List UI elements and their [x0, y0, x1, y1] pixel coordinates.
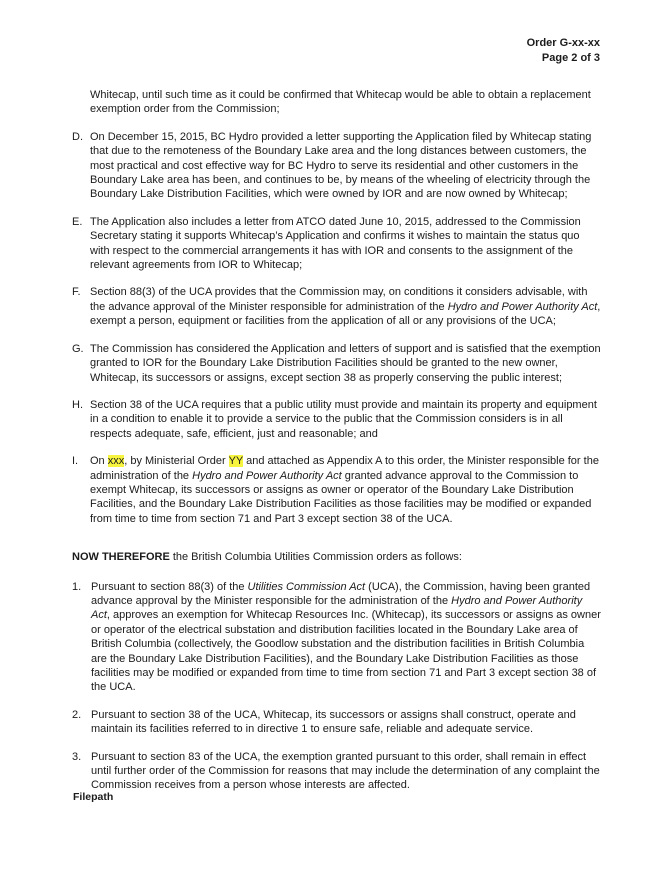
recital-text [90, 398, 601, 441]
recital-label: F. [72, 286, 81, 299]
recital-item-d [72, 130, 601, 202]
text-segment: On December 15, 2015, BC Hydro provided a letter supporting the Application filed by Whitecap stating that due to the remoteness of the Boundary Lake area and the long distances between customers, the most practical and cost effective way for BC Hydro to serve its residential and other customers in the Boundary Lake area has been, and continues to be, by means of the wheeling of electricity through the Boundary Lake Distribution Facilities, which were owned by IOR and are now owned by Whitecap; [90, 130, 592, 201]
order-number: Order G-xx-xx [526, 37, 600, 49]
recital-text [90, 285, 601, 328]
text-segment: Hydro and Power Authority Act [91, 594, 583, 622]
recital-item-e [72, 215, 601, 273]
text-segment: The Application also includes a letter from ATCO dated June 10, 2015, addressed to the Commission Secretary stating it supports Whitecap’s Application and confirms it wishes to maintain the status quo with respect to the commercial arrangements it has with IOR and consents to the assignment of the relevant agreements from IOR to Whitecap; [90, 215, 581, 272]
recital-item-h [72, 398, 601, 441]
text-segment: granted advance approval to the Commission to exempt Whitecap, its successors or assigns as owner or operator of the Boundary Lake Distribution Facilities, and the Boundary Lake Distribution Facilities as those facilities may be modified or expanded from time to time from section 71 and Part 3 except section 38 of the UCA. [90, 469, 592, 525]
filepath-label: Filepath [73, 791, 114, 803]
directive-text [91, 708, 601, 737]
text-segment: NOW THEREFORE [72, 551, 170, 564]
text-segment: YY [228, 455, 244, 468]
recital-text [90, 342, 601, 385]
recital-text [90, 215, 601, 273]
recital-text [90, 130, 601, 202]
recital-label: E. [72, 215, 83, 228]
directive-number: 3. [72, 750, 82, 763]
recital-label: G. [72, 342, 84, 355]
text-segment: , approves an exemption for Whitecap Resources Inc. (Whitecap), its successors or assigns as owner or operator of the electrical substation and distribution facilities located in the Boundary Lake area of British Columbia (collectively, the Goodlow substation and the distribution facilities in British Columbia are the Boundary Lake Distribution Facilities), and the Boundary Lake Distribution Facilities as those facilities may be modified or expanded from time to time from section 71 and Part 3 except section 38 of the UCA. [91, 609, 601, 694]
directive-number: 1. [72, 580, 82, 593]
recital-item-f [72, 285, 601, 328]
text-segment: The Commission has considered the Application and letters of support and is satisfied that the exemption granted to IOR for the Boundary Lake Distribution Facilities should be granted to the new owner, Whitecap, its successors or assigns, except section 38 as properly conserving the public interest; [90, 342, 601, 384]
page-number: Page 2 of 3 [541, 52, 600, 64]
directive-text [91, 750, 601, 793]
directive-text [91, 580, 601, 695]
page-header [527, 36, 600, 66]
text-segment: and attached as Appendix A to this order, the Minister responsible for the administration of the [90, 455, 599, 482]
text-segment: On [90, 455, 108, 468]
text-segment: Pursuant to section 83 of the UCA, the exemption granted pursuant to this order, shall remain in effect until further order of the Commission for reasons that may include the determination of any complaint the Commission receives from a person whose interests are affected. [91, 750, 600, 792]
text-segment: Section 38 of the UCA requires that a public utility must provide and maintain its property and equipment in a condition to enable it to provide a service to the public that the Commission considers is in all respects adequate, safe, efficient, just and reasonable; and [90, 398, 597, 440]
recital-text [90, 454, 601, 526]
text-segment: (UCA), the Commission, having been granted advance approval by the Minister responsible for the administration of the [91, 580, 591, 607]
recital-item-g [72, 342, 601, 385]
directive-item-3 [72, 750, 601, 793]
text-segment: Hydro and Power Authority Act [192, 469, 342, 482]
text-segment: xxx [107, 455, 125, 468]
text-segment: , exempt a person, equipment or facilities from the application of all or any provisions of the UCA; [90, 300, 601, 328]
text-segment: , by Ministerial Order [124, 455, 229, 468]
now-therefore-clause [72, 550, 601, 564]
directive-number: 2. [72, 708, 82, 721]
text-segment: Hydro and Power Authority Act [447, 300, 598, 313]
text-segment: Pursuant to section 38 of the UCA, Whitecap, its successors or assigns shall construct, operate and maintain its facilities referred to in directive 1 to ensure safe, reliable and adequate service. [91, 708, 576, 736]
recital-continuation-paragraph [90, 88, 601, 117]
directive-item-2 [72, 708, 601, 737]
text-segment: Section 88(3) of the UCA provides that the Commission may, on conditions it considers advisable, with the advance approval of the Minister responsible for administration of the [90, 286, 588, 313]
recital-label: H. [72, 398, 83, 411]
directive-item-1 [72, 580, 601, 695]
recital-label: D. [72, 130, 83, 143]
recital-label: I. [72, 455, 79, 468]
document-body [72, 88, 601, 806]
text-segment: Pursuant to section 88(3) of the [91, 580, 248, 593]
text-segment: Whitecap, until such time as it could be confirmed that Whitecap would be able to obtain a replacement exemption order from the Commission; [90, 89, 591, 116]
text-segment: Utilities Commission Act [247, 580, 366, 593]
text-segment: the British Columbia Utilities Commission orders as follows: [169, 551, 462, 564]
recital-item-i [72, 454, 601, 526]
